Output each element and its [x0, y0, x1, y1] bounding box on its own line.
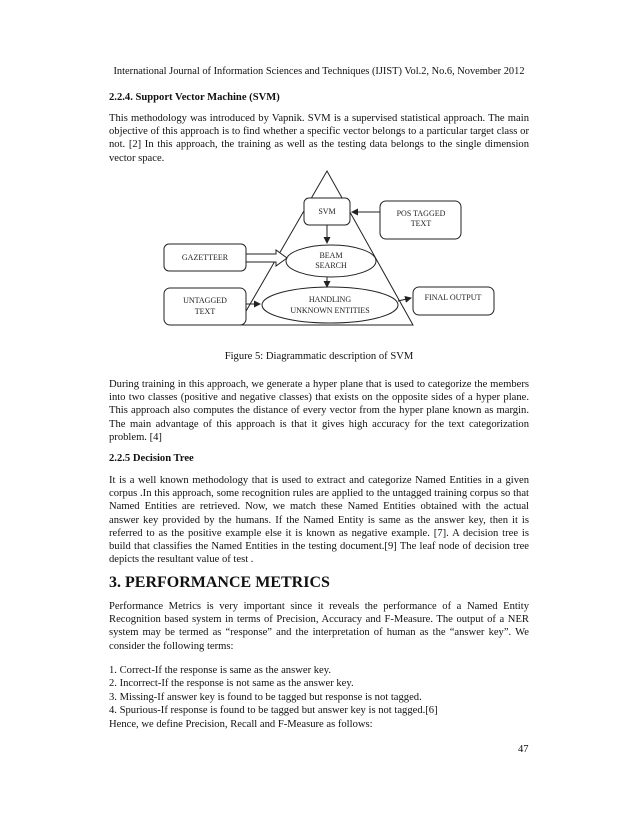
- svm-paragraph: This methodology was introduced by Vapnik. SVM is a supervised statistical approach. The main objective of this approach is to find whether a specific vector belongs to a particular target class or not. [2] In this approach, the training as well as the testing data belongs to the single dimension vector space.: [109, 113, 529, 164]
- list-item: 1. Correct-If the response is same as the answer key.: [109, 665, 331, 676]
- handling-ellipse: [262, 287, 398, 323]
- decision-tree-paragraph: It is a well known methodology that is used to extract and categorize Named Entities in a given corpus .In this approach, some recognition rules are applied to the untagged training corpus so that Named Entities are retrieved. Now, we match these Named Entities obtained with the actual answer key provided by the humans. If the Named Entity is same as the answer key, then it is referred to as the positive example else it is known as negative example. [7]. A decision tree is build that classifies the Named Entities in the testing document.[9] The leaf node of decision tree depicts the resultant value of test .: [109, 475, 529, 566]
- beam-search-label: BEAM: [319, 251, 343, 260]
- handling-label: UNKNOWN ENTITIES: [290, 306, 370, 315]
- pos-tagged-label: TEXT: [410, 219, 432, 228]
- list-item: 4. Spurious-If response is found to be tagged but answer key is not tagged.[6]: [109, 705, 438, 717]
- gazetteer-to-beam-arrow: [246, 250, 287, 266]
- gazetteer-label: GAZETTEER: [181, 253, 229, 262]
- page-number: 47: [518, 744, 529, 755]
- untagged-label: UNTAGGED: [183, 296, 227, 305]
- svm-section-heading: 2.2.4. Support Vector Machine (SVM): [109, 92, 280, 103]
- svm-label: SVM: [318, 207, 336, 216]
- terms-list: [109, 664, 529, 731]
- untagged-label: TEXT: [194, 307, 216, 316]
- running-header: International Journal of Information Sciences and Techniques (IJIST) Vol.2, No.6, November 2012: [113, 66, 525, 77]
- handling-to-final-arrow: [398, 298, 411, 301]
- final-output-label: FINAL OUTPUT: [424, 293, 482, 302]
- handling-label: HANDLING: [308, 295, 352, 304]
- list-item: 3. Missing-If answer key is found to be tagged but response is not tagged.: [109, 691, 422, 703]
- beam-search-label: SEARCH: [315, 261, 347, 270]
- performance-metrics-paragraph: Performance Metrics is very important since it reveals the performance of a Named Entity Recognition based system in terms of Precision, Accuracy and F-Measure. The output of a NER system may be termed as “response” and the interpretation of human as the “answer key”. We consider the following terms:: [109, 601, 529, 652]
- decision-tree-heading: 2.2.5 Decision Tree: [109, 453, 194, 464]
- pos-tagged-label: POS TAGGED: [396, 209, 446, 218]
- list-item: Hence, we define Precision, Recall and F-Measure as follows:: [109, 718, 373, 730]
- figure-caption: Figure 5: Diagrammatic description of SVM: [224, 351, 414, 362]
- training-paragraph: During training in this approach, we generate a hyper plane that is used to categorize the members into two classes (positive and negative classes) that exists on the opposite sides of a hyper plane. This approach also computes the distance of every vector from the hyper plane known as margin. The main advantage of this approach is that it gives high accuracy for the text categorization problem. [4]: [109, 379, 529, 443]
- performance-metrics-heading: 3. PERFORMANCE METRICS: [109, 574, 330, 591]
- svm-diagram: [0, 0, 638, 340]
- list-item: 2. Incorrect-If the response is not same as the answer key.: [109, 678, 354, 690]
